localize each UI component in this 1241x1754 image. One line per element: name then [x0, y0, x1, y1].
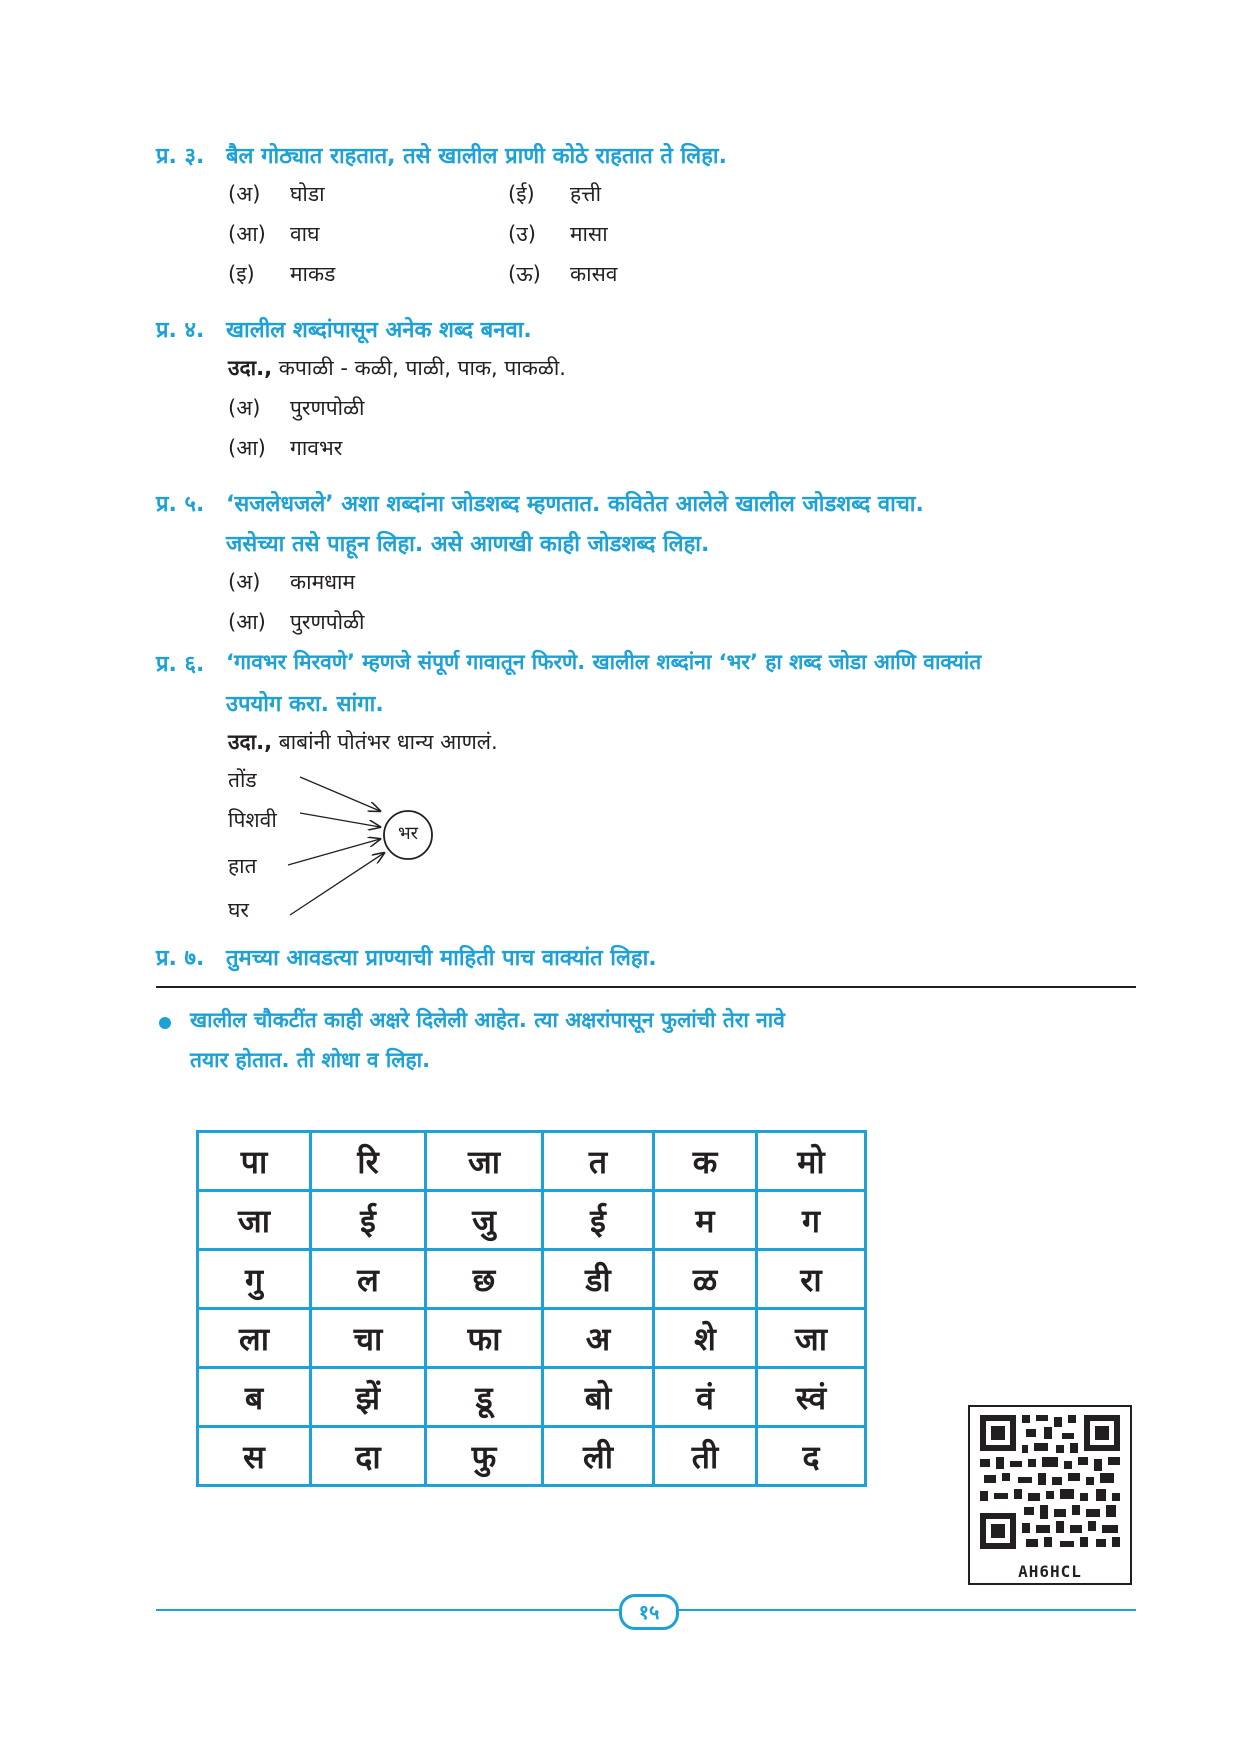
grid-row	[198, 1427, 866, 1486]
option-text: हत्ती	[570, 182, 602, 206]
grid-row	[198, 1191, 866, 1250]
grid-cell: रा	[757, 1250, 866, 1309]
example-label: उदा.,	[228, 356, 273, 380]
example-text: कपाळी - कळी, पाळी, पाक, पाकळी.	[278, 356, 566, 380]
q3-option-a	[228, 180, 325, 208]
q3-option-u	[508, 220, 608, 248]
grid-cell: पा	[198, 1132, 311, 1191]
option-text: घोडा	[290, 182, 325, 206]
grid-cell: रि	[311, 1132, 426, 1191]
option-mark: (अ)	[228, 396, 261, 420]
q3-option-aa	[228, 220, 320, 248]
q3-option-ii	[508, 180, 601, 208]
grid-cell: मो	[757, 1132, 866, 1191]
option-text: पुरणपोळी	[290, 610, 365, 634]
arrow-line	[288, 839, 380, 865]
option-text: कामधाम	[290, 570, 356, 594]
qr-label: AH6HCL	[1018, 1562, 1082, 1581]
qr-code	[968, 1405, 1132, 1585]
grid-cell: गु	[198, 1250, 311, 1309]
option-mark: (ऊ)	[508, 262, 541, 286]
grid-cell: ती	[654, 1427, 757, 1486]
grid-cell: जा	[757, 1309, 866, 1368]
q7-number: प्र. ७.	[156, 946, 205, 971]
q4-number: प्र. ४.	[156, 318, 205, 343]
q4-option-aa	[228, 434, 342, 462]
q4-text: खालील शब्दांपासून अनेक शब्द बनवा.	[226, 318, 532, 343]
grid-cell: डी	[543, 1250, 654, 1309]
example-label: उदा.,	[228, 730, 273, 754]
grid-cell: फा	[426, 1309, 543, 1368]
grid-cell: ली	[543, 1427, 654, 1486]
q7-text: तुमच्या आवडत्या प्राण्याची माहिती पाच वाक्यांत लिहा.	[226, 946, 657, 971]
grid-cell: जा	[198, 1191, 311, 1250]
grid-row	[198, 1309, 866, 1368]
grid-cell: ल	[311, 1250, 426, 1309]
grid-cell: अ	[543, 1309, 654, 1368]
center-word: भर	[397, 823, 419, 844]
grid-cell: चा	[311, 1309, 426, 1368]
option-text: वाघ	[290, 222, 320, 246]
q5-line2: जसेच्या तसे पाहून लिहा. असे आणखी काही जोडशब्द लिहा.	[226, 532, 710, 557]
qr-pattern-icon	[970, 1407, 1130, 1555]
option-text: पुरणपोळी	[290, 396, 365, 420]
grid-cell: द	[757, 1427, 866, 1486]
grid-cell: ई	[311, 1191, 426, 1250]
grid-cell: शे	[654, 1309, 757, 1368]
q6-number: प्र. ६.	[156, 652, 205, 677]
q5-option-aa	[228, 608, 364, 636]
footer-line-left	[156, 1609, 619, 1611]
word-pishvi: पिशवी	[228, 808, 277, 832]
grid-cell: ळ	[654, 1250, 757, 1309]
grid-cell: छ	[426, 1250, 543, 1309]
q6-example	[228, 728, 498, 756]
grid-cell: जा	[426, 1132, 543, 1191]
activity-line2: तयार होतात. ती शोधा व लिहा.	[190, 1048, 431, 1072]
q3-text: बैल गोठ्यात राहतात, तसे खालील प्राणी कोठे राहतात ते लिहा.	[226, 144, 727, 169]
grid-cell: ला	[198, 1309, 311, 1368]
grid-cell: स	[198, 1427, 311, 1486]
q6-line1: ‘गावभर मिरवणे’ म्हणजे संपूर्ण गावातून फिरणे. खालील शब्दांना ‘भर’ हा शब्द जोडा आणि वाक्यांत	[226, 650, 982, 674]
option-text: गावभर	[290, 436, 343, 460]
q5-option-a	[228, 568, 355, 596]
grid-cell: जु	[426, 1191, 543, 1250]
grid-cell: वं	[654, 1368, 757, 1427]
option-text: मासा	[570, 222, 608, 246]
grid-cell: दा	[311, 1427, 426, 1486]
divider	[156, 986, 1136, 988]
option-text: माकड	[290, 262, 336, 286]
q3-option-i	[228, 260, 335, 288]
activity-line1: खालील चौकटींत काही अक्षरे दिलेली आहेत. त्या अक्षरांपासून फुलांची तेरा नावे	[190, 1008, 785, 1032]
arrow-line	[300, 777, 380, 811]
grid-cell: बो	[543, 1368, 654, 1427]
q4-option-a	[228, 394, 364, 422]
grid-cell: म	[654, 1191, 757, 1250]
option-mark: (इ)	[228, 262, 255, 286]
arrow-line	[300, 813, 380, 827]
option-text: कासव	[570, 262, 618, 286]
grid-cell: स्वं	[757, 1368, 866, 1427]
grid-cell: फु	[426, 1427, 543, 1486]
q6-line2: उपयोग करा. सांगा.	[226, 692, 384, 717]
option-mark: (आ)	[228, 610, 266, 634]
grid-row	[198, 1132, 866, 1191]
grid-cell: ई	[543, 1191, 654, 1250]
grid-cell: डू	[426, 1368, 543, 1427]
option-mark: (अ)	[228, 570, 261, 594]
option-mark: (आ)	[228, 222, 266, 246]
example-text: बाबांनी पोतंभर धान्य आणलं.	[278, 730, 498, 754]
grid-row	[198, 1250, 866, 1309]
word-ghar: घर	[228, 898, 249, 922]
option-mark: (आ)	[228, 436, 266, 460]
grid-row	[198, 1368, 866, 1427]
grid-cell: ब	[198, 1368, 311, 1427]
grid-cell: त	[543, 1132, 654, 1191]
footer-line-right	[679, 1609, 1136, 1611]
q5-number: प्र. ५.	[156, 492, 205, 517]
grid-cell: क	[654, 1132, 757, 1191]
word-tond: तोंड	[228, 768, 257, 792]
option-mark: (ई)	[508, 182, 535, 206]
q4-example	[228, 354, 566, 382]
option-mark: (अ)	[228, 182, 261, 206]
option-mark: (उ)	[508, 222, 536, 246]
q3-option-uu	[508, 260, 617, 288]
letter-grid	[196, 1130, 867, 1487]
word-haat: हात	[228, 854, 257, 878]
arrow-diagram	[280, 765, 450, 925]
q3-number: प्र. ३.	[156, 144, 205, 169]
grid-cell: ग	[757, 1191, 866, 1250]
bullet-icon	[159, 1017, 171, 1029]
q5-line1: ‘सजलेधजले’ अशा शब्दांना जोडशब्द म्हणतात. कवितेत आलेले खालील जोडशब्द वाचा.	[226, 492, 924, 517]
arrow-line	[290, 853, 384, 915]
page-number: १५	[619, 1594, 679, 1630]
grid-cell: झें	[311, 1368, 426, 1427]
